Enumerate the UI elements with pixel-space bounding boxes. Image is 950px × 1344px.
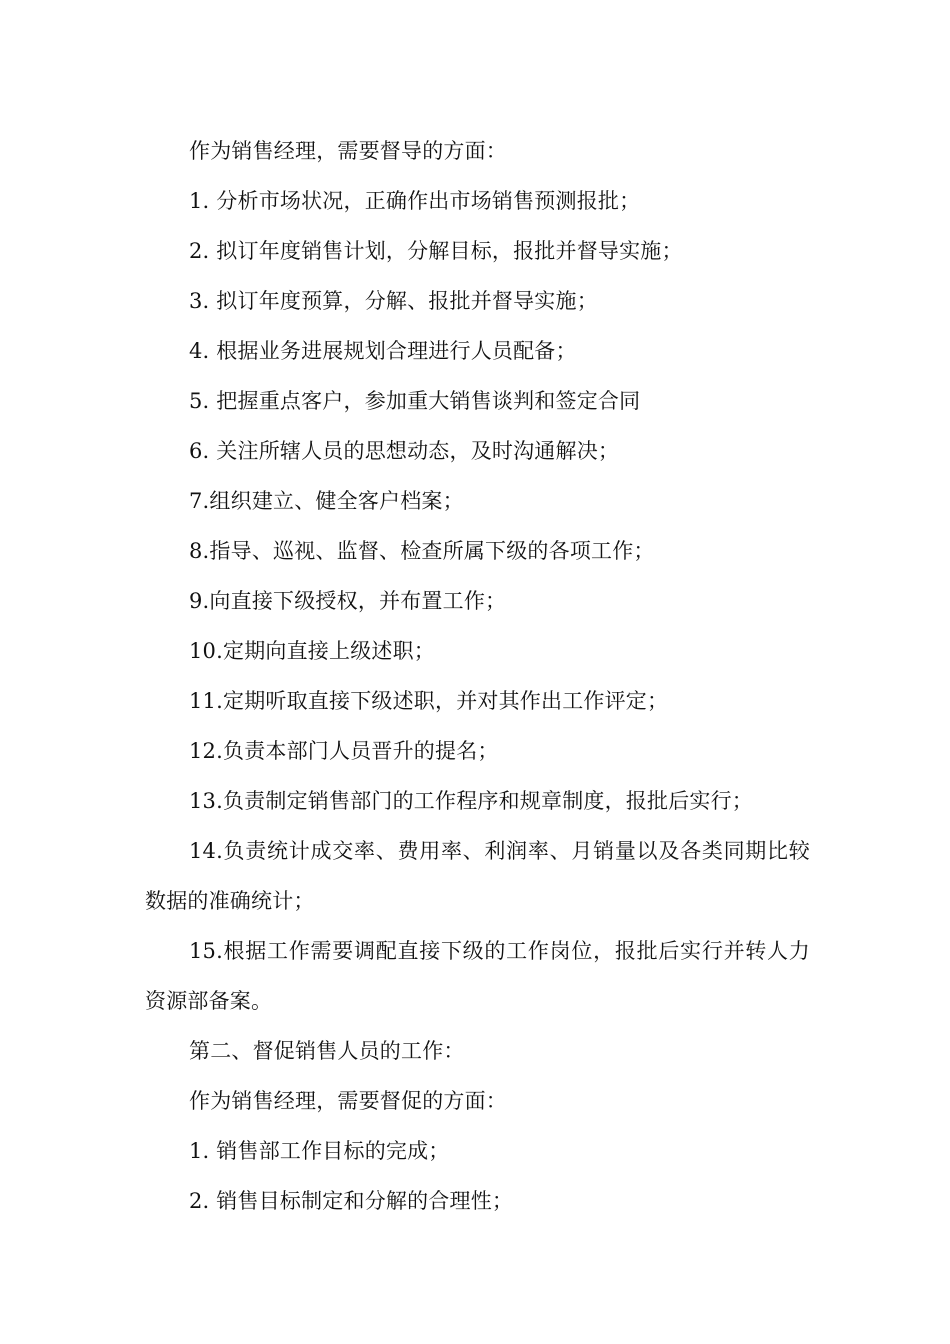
list-item-5: 5. 把握重点客户，参加重大销售谈判和签定合同 (189, 389, 641, 413)
urging-item-2: 2. 销售目标制定和分解的合理性； (189, 1189, 514, 1213)
list-item-14: 14.负责统计成交率、费用率、利润率、月销量以及各类同期比较数据的准确统计； (145, 839, 810, 913)
list-item-9: 9.向直接下级授权，并布置工作； (189, 589, 507, 613)
document-body (145, 126, 810, 1226)
urging-item-1: 1. 销售部工作目标的完成； (189, 1139, 450, 1163)
list-item-3: 3. 拟订年度预算，分解、报批并督导实施； (189, 289, 598, 313)
list-item-15: 15.根据工作需要调配直接下级的工作岗位，报批后实行并转人力资源部备案。 (145, 939, 810, 1013)
paragraph-intro-urging: 作为销售经理，需要督促的方面： (189, 1089, 507, 1113)
list-item-11: 11.定期听取直接下级述职，并对其作出工作评定； (189, 689, 669, 713)
list-item-6: 6. 关注所辖人员的思想动态，及时沟通解决； (189, 439, 620, 463)
list-item-10: 10.定期向直接上级述职； (189, 639, 435, 663)
list-item-8: 8.指导、巡视、监督、检查所属下级的各项工作； (189, 539, 655, 563)
list-item-1: 1. 分析市场状况，正确作出市场销售预测报批； (189, 189, 641, 213)
section-heading-urging: 第二、督促销售人员的工作： (189, 1039, 465, 1063)
list-item-4: 4. 根据业务进展规划合理进行人员配备； (189, 339, 577, 363)
list-item-12: 12.负责本部门人员晋升的提名； (189, 739, 499, 763)
list-item-2: 2. 拟订年度销售计划，分解目标，报批并督导实施； (189, 239, 683, 263)
list-item-13: 13.负责制定销售部门的工作程序和规章制度，报批后实行； (189, 789, 753, 813)
paragraph-intro-supervision: 作为销售经理，需要督导的方面： (189, 139, 507, 163)
list-item-7: 7.组织建立、健全客户档案； (189, 489, 464, 513)
